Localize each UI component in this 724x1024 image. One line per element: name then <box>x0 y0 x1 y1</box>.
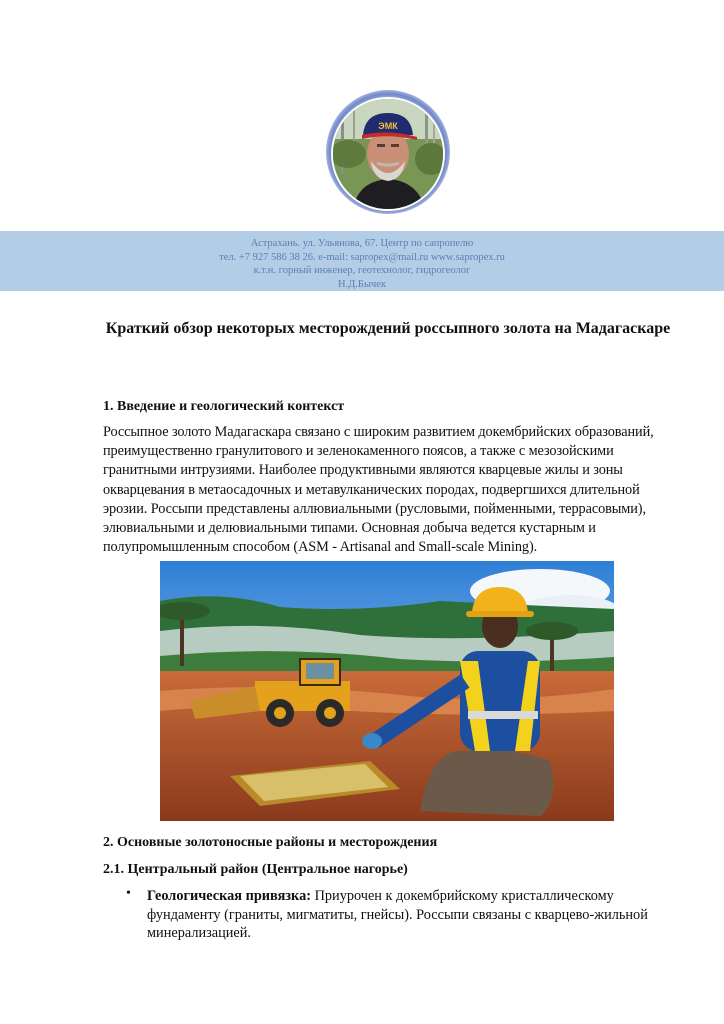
header-address: Астрахань. ул. Ульянова, 67. Центр по сапропелю <box>250 238 474 249</box>
author-photo <box>331 97 445 211</box>
header-contact-band <box>0 231 724 291</box>
bullet-body: Приурочен к докембрийскому кристаллическому фундаменту (граниты, мигматиты, гнейсы). Россыпи связаны с кварцево-жильной минерализацией. <box>147 888 648 941</box>
cap-logo: ЭМК <box>378 121 398 131</box>
miner-illustration <box>160 561 614 821</box>
document-title: Краткий обзор некоторых месторождений россыпного золота на Мадагаскаре <box>105 320 671 337</box>
author-portrait-illustration <box>333 99 443 209</box>
section-2-1-heading: 2.1. Центральный район (Центральное нагорье) <box>103 862 408 877</box>
section-1-heading: 1. Введение и геологический контекст <box>103 399 345 414</box>
section-2-heading: 2. Основные золотоносные районы и месторождения <box>103 835 438 850</box>
header-credentials: к.т.н. горный инженер, геотехнолог, гидрогеолог <box>253 265 471 276</box>
bullet-marker: • <box>126 886 131 901</box>
bullet-label: Геологическая привязка: <box>147 888 311 904</box>
bullet-item <box>147 887 687 943</box>
mining-scene-image <box>160 561 614 821</box>
section-1-paragraph: Россыпное золото Мадагаскара связано с широким развитием докембрийских образований, преимущественно гранулитового и зеленокаменного поясов, а также с мезозойскими гранитными интрузиями. Наиболее продуктивными являются кварцевые жилы и зоны окварцевания в метаосадочных и метавулканических породах, подвергшихся длительной эрозии. Россыпи представлены аллювиальными (русловыми, пойменными, террасовыми), элювиальными и делювиальными типами. Основная добыча ведется кустарным и полупромышленным способом (ASM - Artisanal and Small-scale Mining). <box>103 424 654 556</box>
header-author: Н.Д.Бычек <box>337 278 387 290</box>
header-contacts[interactable]: тел. +7 927 586 38 26. e-mail: sapropex@mail.ru www.sapropex.ru <box>219 251 505 263</box>
